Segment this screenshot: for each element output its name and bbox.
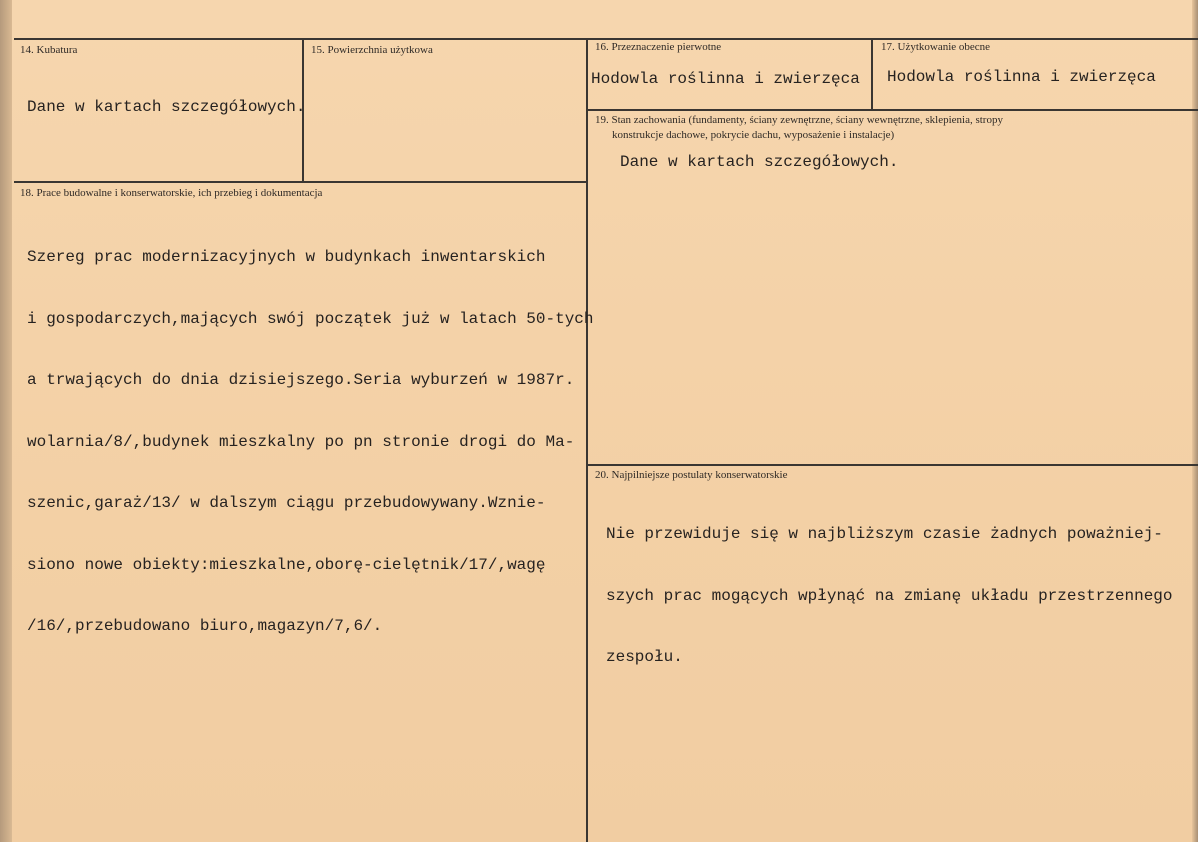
field-18-label: 18. Prace budowalne i konserwatorskie, ich przebieg i dokumentacja xyxy=(20,187,323,199)
field-16-label: 16. Przeznaczenie pierwotne xyxy=(595,41,722,53)
field-16-value: Hodowla roślinna i zwierzęca xyxy=(591,70,860,88)
field-18-line: szenic,garaż/13/ w dalszym ciągu przebudowywany.Wznie- xyxy=(27,494,546,512)
top-border-line xyxy=(14,38,1198,40)
field-18-line: wolarnia/8/,budynek mieszkalny po pn stronie drogi do Ma- xyxy=(27,432,575,451)
field-18-line: a trwających do dnia dzisiejszego.Seria wyburzeń w 1987r. xyxy=(27,371,575,389)
divider-16-17-bottom xyxy=(587,109,1198,111)
field-19-label-line2: konstrukcje dachowe, pokrycie dachu, wyposażenie i instalacje) xyxy=(612,129,895,141)
field-18-line: Szereg prac modernizacyjnych w budynkach inwentarskich xyxy=(27,248,546,266)
field-20-line: zespołu. xyxy=(606,648,683,666)
divider-row-20 xyxy=(587,464,1198,466)
field-17-value: Hodowla roślinna i zwierzęca xyxy=(887,68,1156,86)
field-18-line: i gospodarczych,mających swój początek już w latach 50-tych xyxy=(27,309,594,328)
field-14-value: Dane w kartach szczegółowych. xyxy=(27,98,306,116)
field-20-line: Nie przewiduje się w najbliższym czasie żadnych poważniej- xyxy=(606,525,1163,543)
field-19-value: Dane w kartach szczegółowych. xyxy=(620,153,899,171)
field-19-label-line1: 19. Stan zachowania (fundamenty, ściany zewnętrzne, ściany wewnętrzne, sklepienia, stropy xyxy=(595,114,1003,126)
field-20-label: 20. Najpilniejsze postulaty konserwatorskie xyxy=(595,469,788,481)
divider-16-17 xyxy=(871,38,873,109)
field-15-label: 15. Powierzchnia użytkowa xyxy=(311,44,433,56)
card-right-edge xyxy=(1192,0,1198,842)
field-18-text xyxy=(27,209,594,658)
field-17-label: 17. Użytkowanie obecne xyxy=(881,41,991,53)
field-20-line: szych prac mogących wpłynąć na zmianę układu przestrzennego xyxy=(606,586,1173,605)
card-left-edge xyxy=(0,0,12,842)
field-18-line: /16/,przebudowano biuro,magazyn/7,6/. xyxy=(27,617,383,635)
divider-row-18 xyxy=(14,181,586,183)
field-20-text xyxy=(606,486,1173,689)
field-14-label: 14. Kubatura xyxy=(20,44,78,56)
field-18-line: siono nowe obiekty:mieszkalne,oborę-cielętnik/17/,wagę xyxy=(27,555,546,574)
